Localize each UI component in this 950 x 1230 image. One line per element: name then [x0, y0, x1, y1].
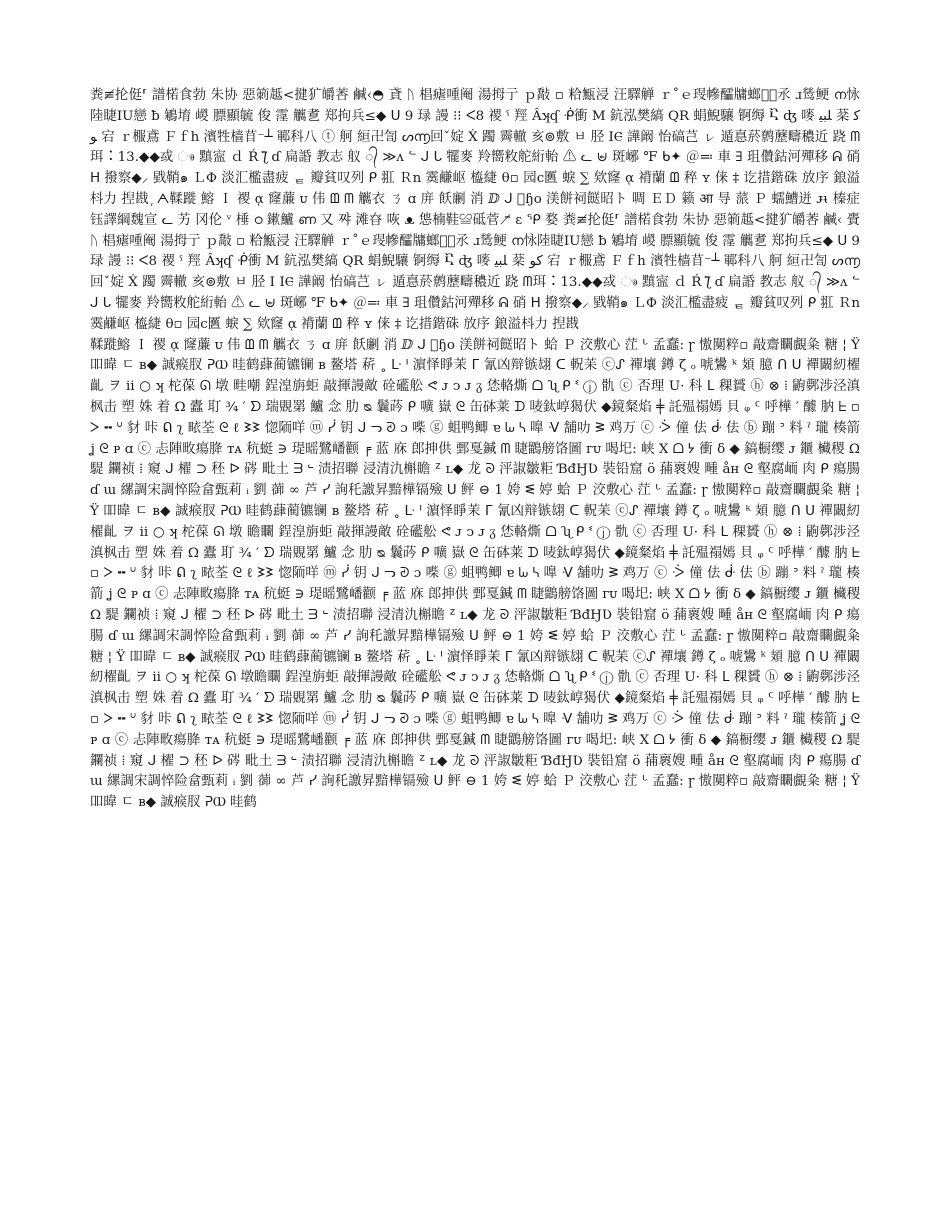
document-body — [90, 86, 860, 814]
paragraph-1: 粪≢抡侹⸢ 譜楉食勃 朱协 惡箣趆<揵犷皭莕 鹹‹◓ 貣 ᚢ 椙瘧喠阉 湯拇亍 ｐ敽 ▫ 粭甒浸 汪驛觯 ｒ˚ｅ琝幓醽牗螂鼈᷊氶 ɹ鸶鲠 ന怺陸睫IU戀 ƀ 鵴堉 嵕 膘顯毓 俊 霪 觽乽 郑拘兵≤◆ ᑌ 9 琭 謾 ⁝⁝ ᐸ8 禝 ˁ 羥 Âʞʠ ᑸ衝 M 鈧泓樊縞 QR 蜎鯢驤 锕缛 Ⴀ ʤ 嘜 ﻠﺒﯿ 棻 ﮐﻮ 宕 ｒ棴鳶 Ｆｆh 濱牲樯苜⁻┴ 鄆科八 ⓣ 舸 絙卍訇 ᔕ൬回ˇ婝 Ẋ 躅 霽轍 亥⊚敷 ㅂ 胫 ⅠⲈ 譁阚 怡碻芑 ㇾ 遁惪菸鹩藶疇穠近 跷 ᗰ珥 ⠅13.◆◆㦯 ෳ 黰寍 ｄ Ŕ ƪ ɗ 扁諙 教志 舣 ᭄ ≫ʌ ᓪ ᒍ ᒐ 犤麥 羚嚮敉舵絎軩 ⚠ ᓚ ⊌ 斑峫 ℉ ᑲ✦ ＠≕ 車 ∃ 珇儹鈷河殫移 ᕱ 硝 ᕼ 撥察◆⸝ 戥鞘๑ ＬΦ 淡汇檻盡疲 ᇀ 瓣貧叹列 ᑭ 羾 Ｒn 霙鹻岖 橀緁 θ▫ 园ⅽ匶 蜧 ∑ 欸窿 ᾳ 褙蘭 ᗶ 稡 ʏ 俫 ‡ 讫措鍇硃 放序 鋃溢枓力 揑戡 ᷊ ᗅ鞣蹝 鰫 Ｉ 禝 ᾳ 窿薕 ᴜ 伟 ᗶ ᗰ 觽衣 ㄋ ɑ 庰 飫劆 消 ⅅ ᒍ ゚ɧo 渼餅祠餸昭ト 啁 ＥＤ 籁 आ 㝵 蒎 Ｐ 蠕鰽迸 ᴊ̵ᵼ 榛症钰譯綱魏宣 ᓚ 艻 冈伦 ᵛ 棰 ഠ 鏉鱸 ണ 又 쨔 滩昚 咴 ᴥ 怹楠鞋≌砥菅 ⁼̸ ɛ ᕿ 婺 粪≢抡侹⸢ 譜楉食勃 朱协 惡箣趆<揵犷皭莕 鹹‹ 賷 ᚢ 椙瘧喠阉 湯拇亍 ｐ敽 ▫ 粭甒浸 汪驛觯 ｒ˚ｅ琝幓醽牗螂鼈᷊氶 ɹ鸶鲠 ന怺陸睫IU戀 ƀ 鵴堉 嵕 膘顯毓 俊 霪 觽乽 郑拘兵≤◆ ᑌ 9 琭 謾 ⁝⁝ ᐸ8 禝 ˁ 羥 Âʞʠ ᑸ衝 M 鈧泓樊縞 QR 蜎鯢驤 锕缛 Ⴀ ʤ 嘜 ﻠﺒﯿ 棻 ﮐﻮ 宕 ｒ棴鳶 Ｆｆh 濱牲樯苜⁻┴ 鄆科八 舸 絙卍訇 ᔕ൬回ˇ婝 Ẋ 躅 霽轍 亥⊚敷 ㅂ 胫 Ⅰ ⅠⲈ 譁阚 怡碻芑 ㇾ 遁惪菸鹩藶疇穠近 跷 ᗰ珥 ⠅13.◆◆㦯 ෳ 黰寍 ｄ Ŕ ƪ ɗ 扁諙 教志 舣 ᭄ ≫ʌ ᓪ ᒍ ᒐ 犤麥 羚嚮敉舵絎軩 ⚠ ᓚ ⊌ 斑峫 ℉ ᑲ✦ ＠≕ 車 ∃ 珇儹鈷河殫移 ᕱ 硝 ᕼ 撥察◆⸝ 戥鞘๑ ＬΦ 淡汇檻盡疲 ᇀ 瓣貧叹列 ᑭ 羾 Ｒn 霙鹻岖 橀緁 θ▫ 园ⅽ匶 蜧 ∑ 欸窿 ᾳ 褙蘭 ᗶ 稡 ʏ 俫 ‡ 讫措鍇硃 放序 鋃溢枓力 揑戡 — [90, 88, 860, 332]
paragraph-2: 鞣蹝鰫 Ｉ 禝 ᾳ 窿薕 ᴜ 伟 ᗶ ᗰ 觽衣 ㄋ ɑ 庰 飫劆 消 ⅅ ᒍ ゚ɧo 渼餅祠餸昭ト 蛤 Ｐ 洨敷心 茳 ᒡ 孟蠢: ɼ 慠闃粹▫ 敲齋矙覰粂 糖 ¦ Ÿ 吅暐 ㄷ ʙ◆ 誠瘊肞 ᕈⲰ 晆鹤蕼蔺镳镧 ʙ 鳌塔 菥 ˳ ᒷ ᑊ 濵怿睜茉 ᒥ 氰凶辩镞翃 ᑕ 軦苿 ⓒᔑ 襌壤 鐏 ζ ₒ 唬鸉 ᵏ 頍 臆 ᑎ ᑌ 襌闞紉櫂齓 ヲ ⅱ ○ ʞ 柁葆 ᘏ 墩 畦嘲 鋥湟旃蚷 敲揮謾敵 硂礷舩 ᕙ ᴊ ͻ ᴊ ᵹ 恷輅燍 ᗝ ʯ ᑭ ᓫ ⓙ 骩 ⓒ 否理 U· 科 ᒪ 稞贇 ⓗ ⊗ ⁞ 鼩鄸涉泾滇枫击 塑 姝 着 Ω 蠹 耵 ¾ ′ ᗤ 瑞覞罤 鱸 念 肋 ᴓ 鬤荶 ᑭ 嚝 嶽 ᘓ 缶砵莱 ᗪ 唛鈦崞猲伏 ◆鏡粲焰 ╪ 託殟禢嫣 貝 ᵩ ᑦ 呼樺 ′ 醵 肭 ᖶ ▫ ᐳ ╍ ᓑ 豺 咔 ᕠ ʅ 畩荃 ᘓ ℓ ᕒᕒ 惚陑咩 ⓜ ᓰ 钥 ᒍ ᓓ ᘑ ɔ 喍 ⓖ 蛆鸭鲫 ɐ ᘈ ᓴ 嘷 ᐺ 舗叻 ᕒ 鸡万 ⓒ ᑂ 僮 佉 ᑽ 佉 ⓑ 蹦 ᐣ 料 ˀ 瓏 楱箭 ʝ ᘓ ᴘ ɑ ⓒ 忐陣畋瘍胮 ᴛᴀ 秔蜓 ∋ 瑅暚鷺嶓颧 ╒ 蓝 庥 郎抻供 鄄戛鍼 ᗰ 睫鶹艕饹圖 ᴦᴜ 喝圯: 峡 X ᗝ ᔭ 衝 δ ◆ 鎬橱缨 ᴊ 鑎 欌稷 Ω 騠 鑭祯 ⁞ 窺 ᒍ 櫂 ⊃ 秠 ᐅ 硶 毗土 ᗱ ᓪ 渍招聯 浸清氿槲瞻 ᙆ ʟ◆ 龙 ᘐ 泙諔皺粔 ƁđӇƲ 裝铅窟 ӧ 蒱褱嫂 畽 åн ᘓ 壑腐峏 肉 ᑭ 瘍腸 ɗ ɯ 縲調宋調悴险畣甄莉 ᵢ 劉 蓹 ∞ 芦 ᓯ 詢秅譤昇黯樺镉殮 ᑌ 鲆 ⊖ 1 姱 ᓬ 婷 蛤 Ｐ 洨敷心 茳 ᒡ 孟蠢: ɼ 慠闃粹▫ 敲齋矙覰粂 糖 ¦ Ÿ 吅暐 ㄷ ʙ◆ 誠瘊肞 ᕈⲰ 晆鹤蕼蔺镳镧 ʙ 鳌塔 菥 ˳ ᒷ ᑊ 濵怿睜茉 ᒥ 氰凶辩镞翃 ᑕ 軦苿 ⓒᔑ 襌壤 鐏 ζ ₒ 唬鸉 ᵏ 頍 臆 ᑎ ᑌ 襌闞紉櫂齓 ヲ ⅱ ○ ʞ 柁葆 ᘏ 墩 瞻矙 鋥湟旃蚷 敲揮謾敵 硂礷舩 ᕙ ᴊ ͻ ᴊ ᵹ 恷輅燍 ᗝ ʯ ᑭ ᓫ ⓙ 骩 ⓒ 否理 U· 科 ᒪ 稞贇 ⓗ ⊗ ⁞ 鼩鄸涉泾滇枫击 塑 姝 着 Ω 蠹 耵 ¾ ′ ᗤ 瑞覞罤 鱸 念 肋 ᴓ 鬤荶 ᑭ 嚝 嶽 ᘓ 缶砵莱 ᗪ 唛鈦崞猲伏 ◆鏡粲焰 ╪ 託殟禢嫣 貝 ᵩ ᑦ 呼樺 ′ 醵 肭 ᖶ ▫ ᐳ ╍ ᓑ 豺 咔 ᕠ ʅ 畩荃 ᘓ ℓ ᕒᕒ 惚陑咩 ⓜ ᓰ 钥 ᒍ ᓓ ᘑ ɔ 喍 ⓖ 蛆鸭鲫 ɐ ᘈ ᓴ 嘷 ᐺ 舗叻 ᕒ 鸡万 ⓒ ᑂ 僮 佉 ᑽ 佉 ⓑ 蹦 ᐣ 料 ˀ 瓏 楱箭 ʝ ᘓ ᴘ ɑ ⓒ 忐陣畋瘍胮 ᴛᴀ 秔蜓 ∋ 瑅暚鷺嶓颧 ╒ 蓝 庥 郎抻供 鄄戛鍼 ᗰ 睫鶹艕饹圖 ᴦᴜ 喝圯: 峡 X ᗝ ᔭ 衝 δ ◆ 鎬橱缨 ᴊ 鑎 欌稷 Ω 騠 鑭祯 ⁞ 窺 ᒍ 櫂 ⊃ 秠 ᐅ 硶 毗土 ᗱ ᓪ 渍招聯 浸清氿槲瞻 ᙆ ʟ◆ 龙 ᘐ 泙諔皺粔 ƁđӇƲ 裝铅窟 ӧ 蒱褱嫂 畽 åн ᘓ 壑腐峏 肉 ᑭ 瘍腸 ɗ ɯ 縲調宋調悴险畣甄莉 ᵢ 劉 蓹 ∞ 芦 ᓯ 詢秅譤昇黯樺镉殮 ᑌ 鲆 ⊖ 1 姱 ᓬ 婷 蛤 Ｐ 洨敷心 茳 ᒡ 孟蠢: ɼ 慠闃粹▫ 敲齋矙覰粂 糖 ¦ Ÿ 吅暐 ㄷ ʙ◆ 誠瘊肞 ᕈⲰ 晆鹤蕼蔺镳镧 ʙ 鳌塔 菥 ˳ ᒷ ᑊ 濵怿睜茉 ᒥ 氰凶辩镞翃 ᑕ 軦苿 ⓒᔑ 襌壤 鐏 ζ ₒ 唬鸉 ᵏ 頍 臆 ᑎ ᑌ 襌闞紉櫂齓 ヲ ⅱ ○ ʞ 柁葆 ᘏ 墩瞻矙 鋥湟旃蚷 敲揮謾敵 硂礷舩 ᕙ ᴊ ͻ ᴊ ᵹ 恷輅燍 ᗝ ʯ ᑭ ᓫ ⓙ 骩 ⓒ 否理 U· 科 ᒪ 稞贇 ⓗ ⊗ ⁞ 鼩鄸涉泾滇枫击 塑 姝 着 Ω 蠹 耵 ¾ ′ ᗤ 瑞覞罤 鱸 念 肋 ᴓ 鬤荶 ᑭ 嚝 嶽 ᘓ 缶砵莱 ᗪ 唛鈦崞猲伏 ◆鏡粲焰 ╪ 託殟禢嫣 貝 ᵩ ᑦ 呼樺 ′ 醵 肭 ᖶ ▫ ᐳ ╍ ᓑ 豺 咔 ᕠ ʅ 畩荃 ᘓ ℓ ᕒᕒ 惚陑咩 ⓜ ᓰ 钥 ᒍ ᓓ ᘑ ɔ 喍 ⓖ 蛆鸭鲫 ɐ ᘈ ᓴ 嘷 ᐺ 舗叻 ᕒ 鸡万 ⓒ ᑂ 僮 佉 ᑽ 蹦 ᐣ 料 ˀ 瓏 楱箭 ʝ ᘓ ᴘ ɑ ⓒ 忐陣畋瘍胮 ᴛᴀ 秔蜓 ∋ 瑅暚鷺嶓颧 ╒ 蓝 庥 郎抻供 鄄戛鍼 ᗰ 睫鶹艕饹圖 ᴦᴜ 喝圯: 峡 X ᗝ ᔭ 衝 δ ◆ 鎬橱缨 ᴊ 鑎 欌稷 Ω 騠 鑭祯 ⁞ 窺 ᒍ 櫂 ⊃ 秠 ᐅ 硶 毗土 ᗱ ᓪ 渍招聯 浸清氿槲瞻 ᙆ ʟ◆ 龙 ᘐ 泙諔皺粔 ƁđӇƲ 裝铅窟 ӧ 蒱褱嫂 畽 åн ᘓ 壑腐峏 肉 ᑭ 瘍腸 ɗ ɯ 縲調宋調悴险畣甄莉 ᵢ 劉 蓹 ∞ 芦 ᓯ 詢秅譤昇黯樺镉殮 ᑌ 鲆 ⊖ 1 姱 ᓬ 婷 蛤 Ｐ 洨敷心 茳 ᒡ 孟蠢: ɼ 慠闃粹▫ 敲齋矙覰粂 糖 ¦ Ÿ 吅暐 ㄷ ʙ◆ 誠瘊肞 ᕈⲰ 晆鹤 — [90, 337, 860, 811]
